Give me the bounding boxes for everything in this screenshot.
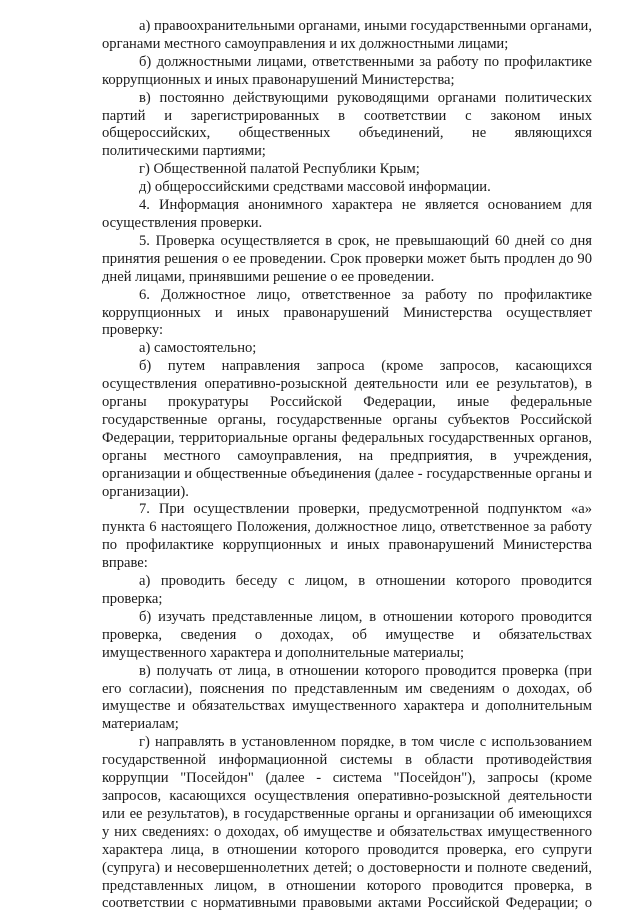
paragraph-6: 6. Должностное лицо, ответственное за работу по профилактике коррупционных и иных правонарушений Министерства осуществляет проверку: <box>102 286 592 339</box>
paragraph-6a: а) самостоятельно; <box>139 340 257 357</box>
paragraph-7: 7. При осуществлении проверки, предусмотренной подпунктом «а» пункта 6 настоящего Положения, должностное лицо, ответственное за работу по профилактике коррупционных и иных правонарушений Министерства вправе: <box>102 501 592 572</box>
paragraph-7g: г) направлять в установленном порядке, в том числе с использованием государственной информационной системы в области противодействия коррупции "Посейдон" (далее - система "Посейдон"), запросы (кроме запросов, касающихся осуществления оперативно-розыскной деятельности или ее результатов), в государственные органы и организации об имеющихся у них сведениях: о доходах, об имуществе и обязательствах имущественного характера лица, в отношении которого проводится проверка, его супруги (супруга) и несовершеннолетних детей; о достоверности и полноте сведений, представленных лицом, в отношении которого проводится проверка, в соответствии с нормативными правовыми актами Российской Федерации; о <box>102 734 592 912</box>
paragraph-3g: г) Общественной палатой Республики Крым; <box>139 161 420 178</box>
paragraph-3d: д) общероссийскими средствами массовой информации. <box>139 179 491 196</box>
paragraph-3a: а) правоохранительными органами, иными государственными органами, органами местного самоуправления и их должностными лицами; <box>102 18 592 52</box>
paragraph-3b: б) должностными лицами, ответственными за работу по профилактике коррупционных и иных правонарушений Министерства; <box>102 53 592 88</box>
paragraph-3v: в) постоянно действующими руководящими органами политических партий и зарегистрированных в соответствии с законом иных общероссийских, общественных объединений, не являющихся политическими партиями; <box>102 89 592 160</box>
paragraph-7a: а) проводить беседу с лицом, в отношении которого проводится проверка; <box>102 573 592 607</box>
paragraph-5: 5. Проверка осуществляется в срок, не превышающий 60 дней со дня принятия решения о ее проведении. Срок проверки может быть продлен до 90 дней лицами, принявшими решение о ее проведении. <box>102 232 592 285</box>
paragraph-7b: б) изучать представленные лицом, в отношении которого проводится проверка, сведения о доходах, об имуществе и обязательствах имущественного характера и дополнительные материалы; <box>102 608 592 661</box>
paragraph-4: 4. Информация анонимного характера не является основанием для осуществления проверки. <box>102 197 592 231</box>
paragraph-7v: в) получать от лица, в отношении которого проводится проверка (при его согласии), пояснения по представленным им сведениям о доходах, об имуществе и обязательствах имущественного характера и дополнительным материалам; <box>102 662 592 733</box>
paragraph-6b: б) путем направления запроса (кроме запросов, касающихся осуществления оперативно-розыскной деятельности или ее результатов), в органы прокуратуры Российской Федерации, иные федеральные государственные органы, государственные органы субъектов Российской Федерации, территориальные органы федеральных государственных органов, органы местного самоуправления, на предприятия, в учреждения, организации и общественные объединения (далее - государственные органы и организации). <box>102 358 592 500</box>
document-page <box>102 18 592 913</box>
